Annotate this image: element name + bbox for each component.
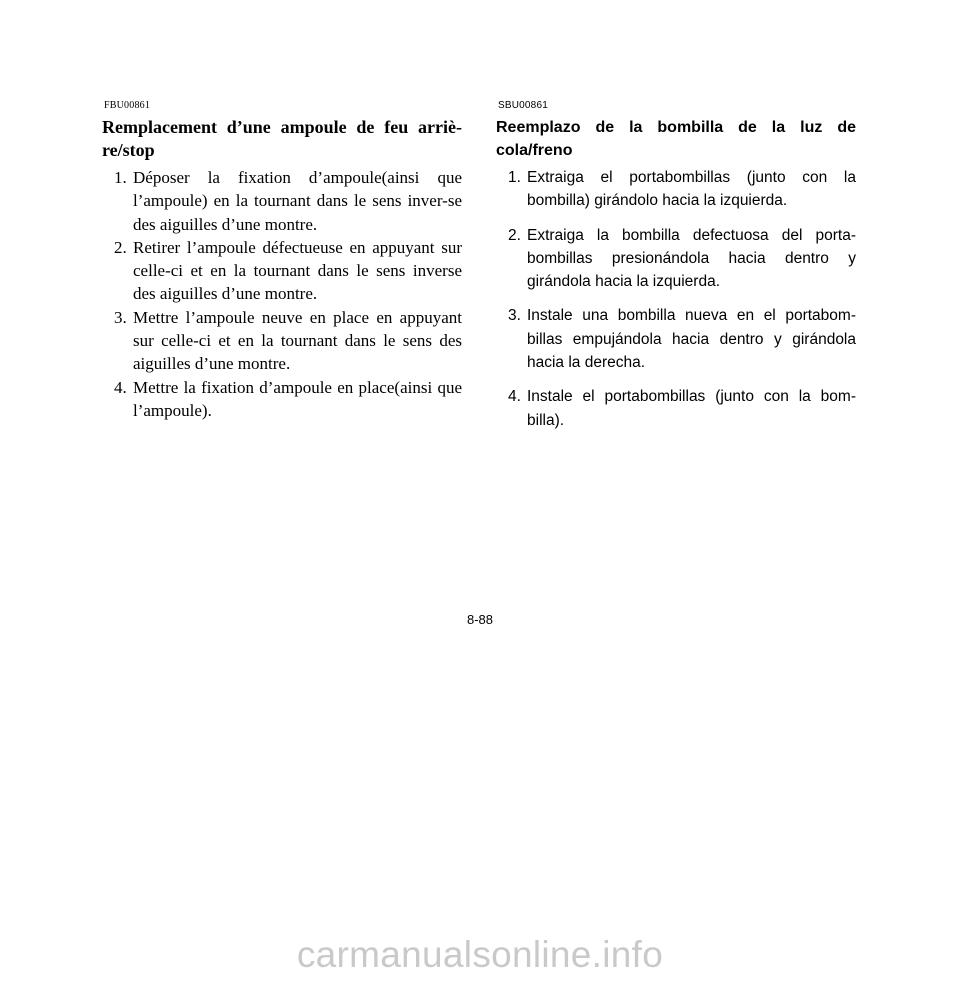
step-number: 2. xyxy=(114,237,127,257)
step-number: 2. xyxy=(508,226,521,244)
list-item xyxy=(496,385,856,432)
step-text: Instale una bombilla nueva en el portabom-billas empujándola hacia dentro y girándola hacia la derecha. xyxy=(527,307,856,372)
list-item xyxy=(496,304,856,374)
section-title: Reemplazo de la bombilla de la luz de cola/freno xyxy=(496,119,856,159)
page-number: 8-88 xyxy=(466,612,494,627)
step-text: Retirer l’ampoule défectueuse en appuyant sur celle-ci et en la tournant dans le sens inverse des aiguilles d’une montre. xyxy=(133,237,462,304)
step-text: Instale el portabombillas (junto con la bom-billa). xyxy=(527,388,856,429)
step-number: 1. xyxy=(114,168,127,187)
list-item xyxy=(496,166,856,213)
list-item xyxy=(102,166,462,236)
french-column xyxy=(102,100,462,422)
section-code: FBU00861 xyxy=(104,100,151,111)
list-item xyxy=(102,236,462,306)
step-number: 4. xyxy=(114,377,127,397)
section-code: SBU00861 xyxy=(498,100,548,111)
step-number: 3. xyxy=(508,307,521,325)
steps-list xyxy=(496,166,856,432)
list-item xyxy=(496,224,856,294)
step-number: 1. xyxy=(508,169,521,186)
list-item xyxy=(102,376,462,423)
step-text: Extraiga el portabombillas (junto con la bombilla) girándolo hacia la izquierda. xyxy=(527,169,856,210)
section-title: Remplacement d’une ampoule de feu arriè-re/stop xyxy=(102,117,462,160)
step-text: Extraiga la bombilla defectuosa del porta-bombillas presionándola hacia dentro y girándola hacia la izquierda. xyxy=(527,226,856,291)
step-number: 3. xyxy=(114,307,127,327)
list-item xyxy=(102,306,462,376)
step-text: Mettre la fixation d’ampoule en place(ainsi que l’ampoule). xyxy=(133,377,462,420)
steps-list xyxy=(102,166,462,422)
step-text: Mettre l’ampoule neuve en place en appuyant sur celle-ci et en la tournant dans le sens des aiguilles d’une montre. xyxy=(133,307,462,374)
step-text: Déposer la fixation d’ampoule(ainsi que l’ampoule) en la tournant dans le sens inver-se des aiguilles d’une montre. xyxy=(133,168,462,234)
step-number: 4. xyxy=(508,388,521,406)
watermark: carmanualsonline.info xyxy=(296,934,664,975)
spanish-column xyxy=(496,100,856,432)
